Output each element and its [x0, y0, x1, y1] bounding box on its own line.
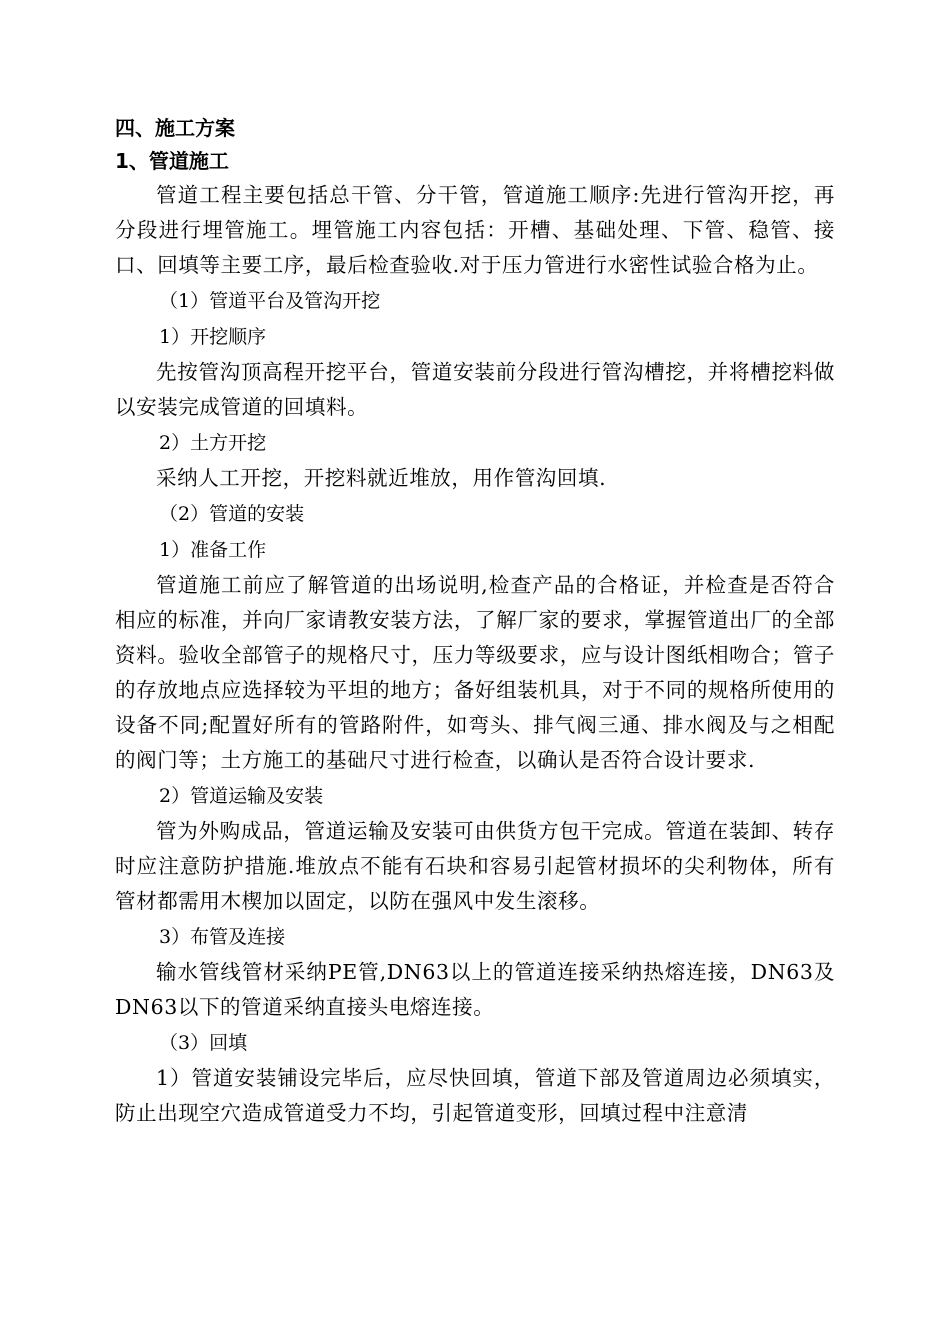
sub-heading: 2）土方开挖	[159, 432, 267, 454]
section-title: 四、施工方案	[115, 116, 235, 140]
sub-heading: （2）管道的安装	[159, 503, 305, 525]
sub-heading: 3）布管及连接	[159, 926, 286, 948]
paragraph: 1）管道安装铺设完毕后，应尽快回填，管道下部及管道周边必须填实，防止出现空穴造成管道受力不均，引起管道变形，回填过程中注意清	[115, 1066, 835, 1125]
sub-heading: 1）开挖顺序	[159, 326, 267, 348]
sub-heading: 1）准备工作	[159, 539, 267, 561]
paragraph: 管为外购成品，管道运输及安装可由供货方包干完成。管道在装卸、转存时应注意防护措施.堆放点不能有石块和容易引起管材损坏的尖利物体，所有管材都需用木楔加以固定，以防在强风中发生滚移。	[115, 819, 835, 913]
subsection-title: 1、管道施工	[115, 149, 229, 173]
paragraph: 先按管沟顶高程开挖平台，管道安装前分段进行管沟槽挖，并将槽挖料做以安装完成管道的回填料。	[115, 360, 835, 419]
document-page	[115, 112, 835, 1131]
paragraph: 输水管线管材采纳PE管,DN63以上的管道连接采纳热熔连接，DN63及DN63以下的管道采纳直接头电熔连接。	[115, 960, 835, 1019]
paragraph: 管道工程主要包括总干管、分干管，管道施工顺序:先进行管沟开挖，再分段进行埋管施工。埋管施工内容包括：开槽、基础处理、下管、稳管、接口、回填等主要工序，最后检查验收.对于压力管进行水密性试验合格为止。	[115, 183, 835, 277]
paragraph: 管道施工前应了解管道的出场说明,检查产品的合格证，并检查是否符合相应的标准，并向厂家请教安装方法，了解厂家的要求，掌握管道出厂的全部资料。验收全部管子的规格尺寸，压力等级要求，应与设计图纸相吻合；管子的存放地点应选择较为平坦的地方；备好组装机具，对于不同的规格所使用的设备不同;配置好所有的管路附件，如弯头、排气阀三通、排水阀及与之相配的阀门等；土方施工的基础尺寸进行检查，以确认是否符合设计要求.	[115, 573, 835, 772]
sub-heading: （3）回填	[159, 1032, 248, 1054]
paragraph: 采纳人工开挖，开挖料就近堆放，用作管沟回填.	[156, 466, 607, 490]
sub-heading: （1）管道平台及管沟开挖	[159, 290, 381, 312]
sub-heading: 2）管道运输及安装	[159, 785, 324, 807]
